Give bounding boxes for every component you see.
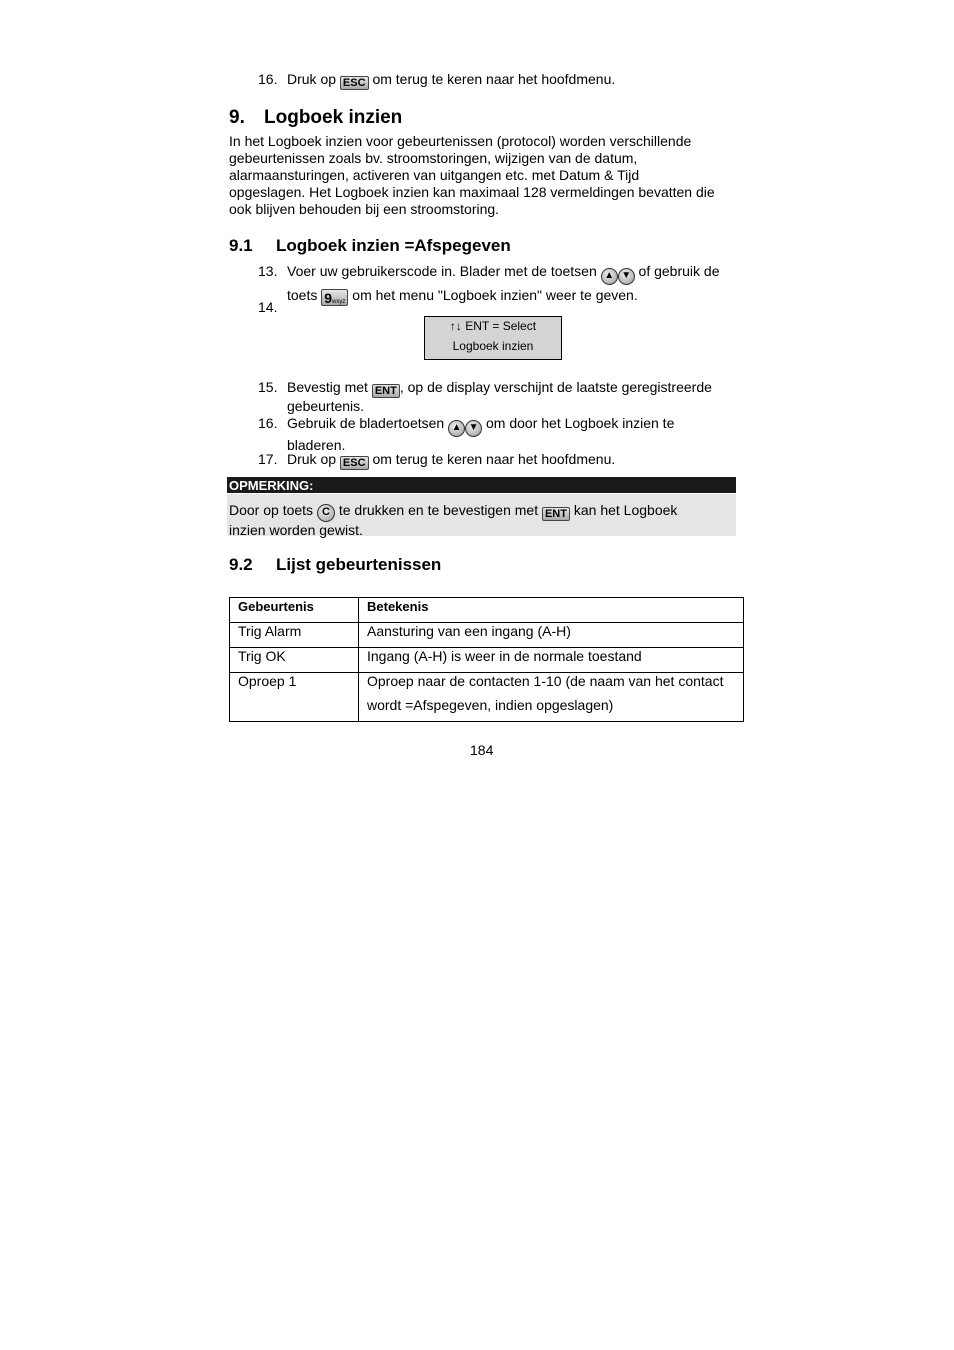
table-cell-line: Oproep naar de contacten 1-10 (de naam van het contact (367, 673, 724, 689)
note-text-pre: Door op toets (229, 502, 314, 518)
step-text-post: om het menu "Logboek inzien" weer te geven. (352, 287, 638, 303)
note-header-bar (227, 477, 736, 493)
section-title: Logboek inzien (264, 107, 403, 128)
esc-key-icon: ESC (340, 76, 369, 90)
step-text-post: of gebruik de (638, 263, 720, 279)
table-header-cell: Betekenis (359, 598, 744, 623)
esc-key-icon: ESC (340, 456, 369, 470)
arrow-up-key-icon: ▲ (601, 268, 618, 285)
step-text-line2: gebeurtenis. (287, 398, 365, 414)
table-cell: Aansturing van een ingang (A-H) (359, 623, 744, 648)
table-cell: Oproep 1 (230, 673, 359, 722)
arrow-down-key-icon: ▼ (618, 268, 635, 285)
paragraph-line: alarmaansturingen, activeren van uitgangen etc. met Datum & Tijd (229, 167, 640, 183)
table-cell: Trig Alarm (230, 623, 359, 648)
step-text-pre: toets (287, 287, 318, 303)
table-row (230, 648, 744, 673)
step-number: 16. (258, 415, 278, 431)
paragraph-line: gebeurtenissen zoals bv. stroomstoringen, wijzigen van de datum, (229, 150, 638, 166)
table-cell (359, 673, 744, 722)
page-number: 184 (470, 742, 494, 758)
note-header: OPMERKING: (229, 478, 314, 493)
paragraph-line: In het Logboek inzien voor gebeurtenissen (protocol) worden verschillende (229, 133, 692, 149)
note-body (227, 494, 736, 536)
step-text (287, 451, 615, 470)
ent-key-icon: ENT (542, 507, 570, 521)
step-text (287, 379, 712, 415)
table-row (230, 673, 744, 722)
lcd-display (424, 316, 562, 360)
step-number: 16. (258, 71, 278, 87)
section-number: 9. (229, 107, 245, 128)
note-text-line2: inzien worden gewist. (229, 522, 363, 538)
step-text-pre: Druk op (287, 451, 337, 467)
subsection-heading (229, 236, 511, 256)
step-text-post: om terug te keren naar het hoofdmenu. (372, 71, 616, 87)
step-text-post: , op de display verschijnt de laatste geregistreerde (399, 379, 712, 395)
table-cell: Ingang (A-H) is weer in de normale toestand (359, 648, 744, 673)
table-header-row (230, 598, 744, 623)
step-number: 15. (258, 379, 278, 395)
subsection-title: Lijst gebeurtenissen (276, 555, 442, 574)
step-text-line2: bladeren. (287, 437, 346, 453)
section-heading (229, 107, 402, 129)
display-line-2: Logboek inzien (452, 339, 534, 353)
table-row (230, 623, 744, 648)
step-number: 17. (258, 451, 278, 467)
step-text-pre: Voer uw gebruikerscode in. Blader met de toetsen (287, 263, 597, 279)
step-text (287, 263, 719, 306)
note-text-mid: te drukken en te bevestigen met (338, 502, 539, 518)
table-cell-line: wordt =Afspegeven, indien opgeslagen) (367, 697, 614, 713)
section-paragraph (229, 133, 715, 218)
step-text-post: om door het Logboek inzien te (486, 415, 675, 431)
step-number: 13. (258, 263, 278, 279)
subsection-title: Logboek inzien =Afspegeven (276, 236, 511, 255)
table-cell: Trig OK (230, 648, 359, 673)
step-number: 14. (258, 299, 278, 315)
step-text-pre: Bevestig met (287, 379, 368, 395)
ent-key-icon: ENT (372, 384, 400, 398)
step-text (287, 415, 674, 454)
note-text-post: kan het Logboek (573, 502, 678, 518)
paragraph-line: opgeslagen. Het Logboek inzien kan maximaal 128 vermeldingen bevatten die (229, 184, 715, 200)
display-line-1: ↑↓ ENT = Select (449, 319, 537, 333)
nine-key-icon: 9wxyz (321, 289, 348, 306)
c-key-icon: C (317, 504, 335, 522)
arrow-up-key-icon: ▲ (448, 420, 465, 437)
step-text-pre: Gebruik de bladertoetsen (287, 415, 445, 431)
subsection-number: 9.1 (229, 236, 253, 255)
table-header-cell: Gebeurtenis (230, 598, 359, 623)
arrow-down-key-icon: ▼ (465, 420, 482, 437)
subsection-number: 9.2 (229, 555, 253, 574)
step-text (287, 71, 615, 90)
subsection-heading (229, 555, 441, 575)
paragraph-line: ook blijven behouden bij een stroomstoring. (229, 201, 500, 217)
step-text-pre: Druk op (287, 71, 337, 87)
step-text-post: om terug te keren naar het hoofdmenu. (372, 451, 616, 467)
events-table (229, 597, 744, 722)
